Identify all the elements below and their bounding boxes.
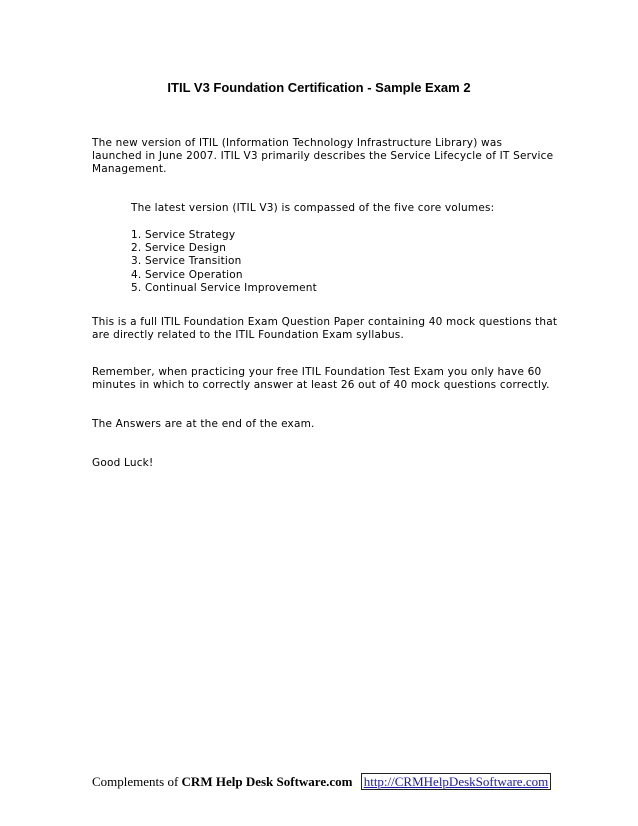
intro-line-3: Management. (92, 163, 167, 176)
full-paper-line-2: are directly related to the ITIL Foundation Exam syllabus. (92, 329, 405, 342)
volumes-intro: The latest version (ITIL V3) is compassed of the five core volumes: (131, 202, 495, 214)
footer-prefix: Complements of (92, 774, 182, 789)
intro-line-1: The new version of ITIL (Information Technology Infrastructure Library) was (92, 137, 503, 149)
list-item: 1. Service Strategy (131, 229, 236, 241)
good-luck-text: Good Luck! (92, 457, 154, 469)
remember-line-1: Remember, when practicing your free ITIL Foundation Test Exam you only have 60 (92, 366, 542, 378)
list-item: 5. Continual Service Improvement (131, 281, 317, 294)
list-item: 2. Service Design (131, 242, 227, 255)
footer-link[interactable]: http://CRMHelpDeskSoftware.com (361, 773, 552, 790)
list-item: 4. Service Operation (131, 268, 243, 281)
remember-paragraph (92, 366, 562, 392)
intro-line-2: launched in June 2007. ITIL V3 primarily describes the Service Lifecycle of IT Service (92, 150, 554, 163)
volumes-list (131, 229, 451, 295)
footer (92, 773, 562, 790)
remember-line-2: minutes in which to correctly answer at least 26 out of 40 mock questions correctly. (92, 379, 550, 392)
full-paper-paragraph (92, 316, 562, 342)
footer-brand: CRM Help Desk Software.com (181, 774, 353, 789)
intro-paragraph (92, 137, 562, 177)
page-title: ITIL V3 Foundation Certification - Sample Exam 2 (167, 80, 471, 95)
full-paper-line-1: This is a full ITIL Foundation Exam Question Paper containing 40 mock questions that (92, 316, 558, 328)
answers-note: The Answers are at the end of the exam. (92, 418, 315, 430)
list-item: 3. Service Transition (131, 255, 242, 268)
